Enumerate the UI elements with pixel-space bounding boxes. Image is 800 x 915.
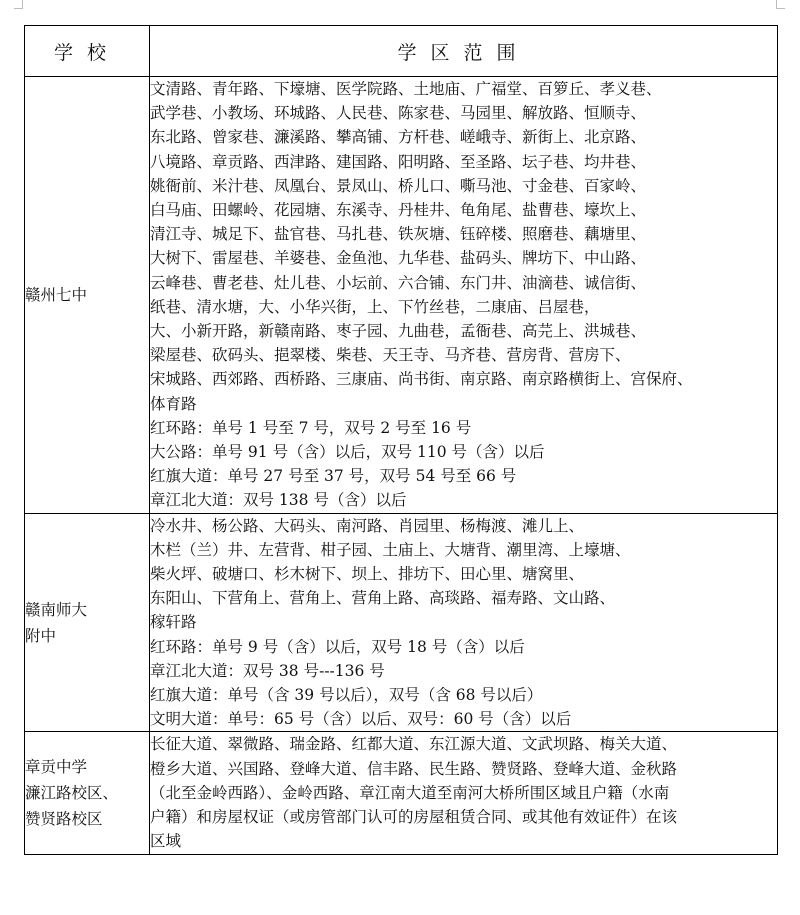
zone-range-cell — [150, 77, 778, 514]
zone-range-line: 清江寺、城足下、盐官巷、马扎巷、铁灰塘、钰碎楼、照磨巷、藕塘里、 — [150, 225, 647, 244]
zone-range-line: 红环路：单号 9 号（含）以后，双号 18 号（含）以后 — [150, 637, 525, 656]
zone-range-line: 稼轩路 — [150, 613, 197, 632]
zone-range-line: 体育路 — [150, 394, 197, 413]
table-row — [25, 513, 778, 732]
zone-range-line: 冷水井、杨公路、大码头、南河路、肖园里、杨梅渡、滩儿上、 — [150, 516, 585, 535]
school-name-cell — [25, 732, 150, 854]
zone-range-line: 红环路：单号 1 号至 7 号，双号 2 号至 16 号 — [150, 418, 472, 437]
zone-range-line: 红旗大道：单号（含 39 号以后），双号（含 68 号以后） — [150, 686, 543, 705]
zone-range-cell — [150, 513, 778, 732]
zone-range-line: 区域 — [150, 832, 182, 851]
zone-range-line: 文清路、青年路、下壕塘、医学院路、土地庙、广福堂、百箩丘、孝义巷、 — [150, 80, 662, 98]
zone-range-line: 姚衙前、米汁巷、凤凰台、景凤山、桥儿口、嘶马池、寸金巷、百家岭、 — [150, 176, 647, 195]
header-range: 学区范围 — [150, 26, 778, 77]
page-corner-mark-left — [14, 0, 23, 9]
school-name-line: 濂江路校区、 — [25, 783, 119, 802]
school-zone-table — [24, 25, 778, 855]
zone-range-line: 武学巷、小教场、环城路、人民巷、陈家巷、马园里、解放路、恒顺寺、 — [150, 104, 647, 123]
zone-range-line: 宋城路、西郊路、西桥路、三康庙、尚书街、南京路、南京路横街上、宫保府、 — [150, 370, 693, 389]
zone-range-line: （北至金岭西路）、金岭西路、章江南大道至南河大桥所围区域且户籍（水南 — [150, 783, 670, 802]
zone-range-line: 白马庙、田螺岭、花园塘、东溪寺、丹桂井、龟角尾、盐曹巷、壕坎上、 — [150, 201, 647, 220]
zone-range-line: 长征大道、翠微路、瑞金路、红都大道、东江源大道、文武坝路、梅关大道、 — [150, 735, 678, 754]
zone-range-line: 八境路、章贡路、西津路、建国路、阳明路、至圣路、坛子巷、均井巷、 — [150, 152, 647, 171]
header-school: 学校 — [25, 26, 150, 77]
zone-range-line: 东北路、曾家巷、濂溪路、攀高铺、方杆巷、嵯峨寺、新街上、北京路、 — [150, 128, 647, 147]
zone-range-line: 橙乡大道、兴国路、登峰大道、信丰路、民生路、赞贤路、登峰大道、金秋路 — [150, 759, 678, 778]
zone-range-line: 云峰巷、曹老巷、灶儿巷、小坛前、六合铺、东门井、油滴巷、诚信街、 — [150, 273, 647, 292]
zone-range-line: 东阳山、下营角上、营角上、营角上路、高琰路、福寿路、文山路、 — [150, 589, 616, 608]
zone-range-line: 梁屋巷、砍码头、挹翠楼、柴巷、天王寺、马齐巷、营房背、营房下、 — [150, 346, 631, 365]
school-name-line: 赞贤路校区 — [25, 809, 103, 828]
table-row — [25, 77, 778, 514]
zone-range-line: 文明大道：单号：65 号（含）以后、双号：60 号（含）以后 — [150, 710, 572, 729]
page-corner-mark-right — [776, 0, 785, 9]
zone-range-line: 大公路：单号 91 号（含）以后，双号 110 号（含）以后 — [150, 443, 545, 462]
school-name-line: 章贡中学 — [25, 757, 88, 776]
zone-range-line: 大、小新开路，新赣南路、枣子园、九曲巷，孟衙巷、高芫上、洪城巷、 — [150, 322, 647, 341]
school-name-line: 附中 — [25, 626, 57, 645]
zone-range-line: 章江北大道：双号 138 号（含）以后 — [150, 491, 407, 510]
table-row — [25, 732, 778, 854]
school-name-cell — [25, 77, 150, 514]
zone-range-line: 户籍）和房屋权证（或房管部门认可的房屋租赁合同、或其他有效证件）在该 — [150, 808, 678, 827]
school-name-line: 赣南师大 — [25, 600, 88, 619]
school-name-line: 赣州七中 — [25, 285, 88, 304]
zone-range-line: 纸巷、清水塘，大、小华兴街，上、下竹丝巷，二康庙、吕屋巷， — [150, 297, 600, 316]
zone-range-line: 红旗大道：单号 27 号至 37 号，双号 54 号至 66 号 — [150, 467, 517, 486]
zone-range-line: 章江北大道：双号 38 号---136 号 — [150, 661, 385, 680]
school-name-cell — [25, 513, 150, 732]
zone-range-line: 柴火坪、破塘口、杉木树下、坝上、排坊下、田心里、塘窝里、 — [150, 565, 585, 584]
zone-range-line: 木栏（兰）井、左营背、柑子园、土庙上、大塘背、潮里湾、上壕塘、 — [150, 540, 631, 559]
zone-range-line: 大树下、雷屋巷、羊婆巷、金鱼池、九华巷、盐码头、牌坊下、中山路、 — [150, 249, 647, 268]
table-header-row — [25, 26, 778, 77]
zone-range-cell — [150, 732, 778, 854]
